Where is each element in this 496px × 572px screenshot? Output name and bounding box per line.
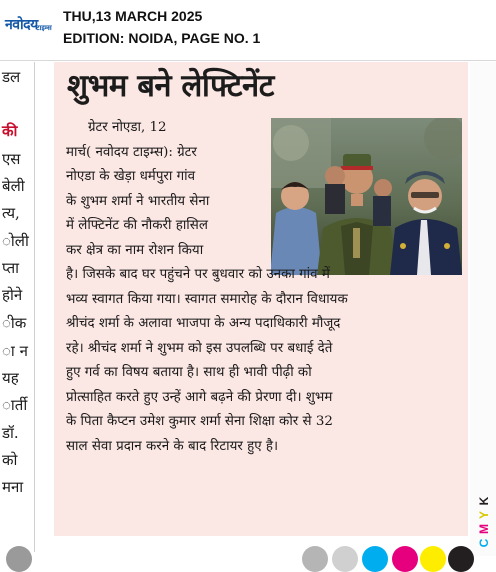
body-line: भव्य स्वागत किया गया। स्वागत समारोह के दौरान विधायक (66, 291, 348, 307)
body-line: है। जिसके बाद घर पहुंचने पर बुधवार को उनका गांव में (66, 267, 330, 282)
cmyk-letter: M (477, 524, 491, 534)
body-line: ग्रेटर नोएडा, 12 (88, 120, 167, 135)
column-fragment: त्य, (2, 204, 20, 222)
cmyk-letter: K (477, 496, 491, 506)
logo-title: नवोदय (5, 17, 38, 33)
column-fragment: एस (2, 150, 21, 168)
registration-dot (420, 546, 446, 572)
issue-date: THU,13 MARCH 2025 (63, 8, 203, 24)
column-fragment: ीक (2, 314, 27, 332)
column-fragment: डल (2, 68, 21, 86)
body-line: हुए गर्व का विषय बताया है। साथ ही भावी पीढ़ी को (66, 365, 312, 380)
registration-dot (362, 546, 388, 572)
page-header (0, 0, 496, 61)
column-fragment: मना (2, 478, 24, 496)
column-fragment: प्ता (2, 259, 20, 277)
column-fragment: यह (2, 369, 19, 387)
body-line: कर क्षेत्र का नाम रोशन किया (66, 242, 204, 258)
cmyk-letter: Y (477, 511, 491, 520)
logo-subtitle: टाइम्स (36, 24, 52, 32)
body-line: प्रोत्साहित करते हुए उन्हें आगे बढ़ने की प्रेरणा दी। शुभम (66, 389, 333, 405)
registration-dots (0, 542, 496, 556)
column-fragment: होने (2, 286, 23, 304)
right-margin-strip (470, 62, 496, 556)
column-fragment: ा न (2, 342, 28, 360)
registration-dot (332, 546, 358, 572)
body-line: नोएडा के खेड़ा धर्मपुरा गांव (66, 169, 196, 184)
adjacent-article-column (0, 62, 35, 552)
cmyk-letter: C (477, 538, 491, 548)
body-line: रहे। श्रीचंद शर्मा ने शुभम को इस उपलब्धि पर बधाई देते (66, 340, 333, 356)
body-line: मार्च( नवोदय टाइम्स): ग्रेटर (66, 144, 197, 160)
column-fragment: डॉ. (2, 424, 19, 442)
column-fragment: को (2, 451, 18, 469)
column-fragment: बेली (2, 177, 25, 195)
edition-info: EDITION: NOIDA, PAGE NO. 1 (63, 30, 261, 46)
body-line: में लेफ्टिनेंट की नौकरी हासिल (66, 218, 208, 233)
news-article (54, 62, 468, 536)
column-fragment: ार्ती (2, 396, 28, 414)
body-line: श्रीचंद शर्मा के अलावा भाजपा के अन्य पदाधिकारी मौजूद (66, 316, 341, 331)
newspaper-logo (5, 15, 55, 41)
body-line: के पिता कैप्टन उमेश कुमार शर्मा सेना शिक्षा कोर से 32 (66, 414, 333, 429)
article-photo (271, 118, 462, 275)
column-fragment: की (2, 122, 18, 140)
column-fragment: ोली (2, 232, 29, 250)
article-body-full-width (66, 263, 464, 459)
registration-dot (392, 546, 418, 572)
photo-illustration (271, 118, 462, 275)
body-line: साल सेवा प्रदान करने के बाद रिटायर हुए है। (66, 438, 279, 454)
registration-dot (448, 546, 474, 572)
article-headline: शुभम बने लेफ्टिनेंट (67, 68, 274, 104)
cmyk-registration-mark (476, 490, 492, 550)
body-line: के शुभम शर्मा ने भारतीय सेना (66, 193, 210, 209)
registration-dot (6, 546, 32, 572)
registration-dot (302, 546, 328, 572)
